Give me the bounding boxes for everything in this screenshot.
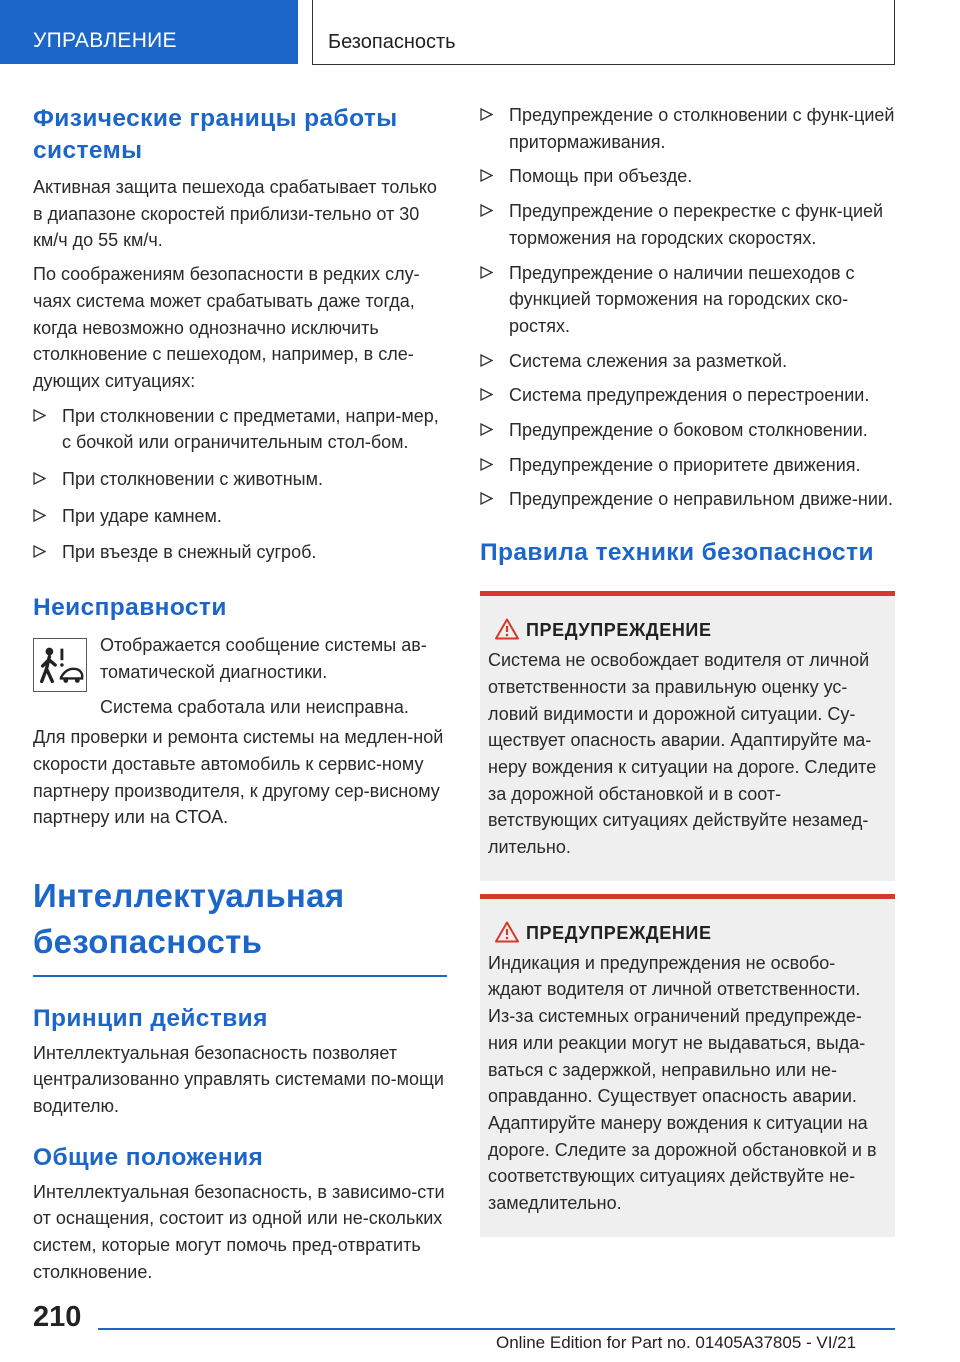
faults-paragraph: Для проверки и ремонта системы на медлен-ной скорости доставьте автомобиль к сервис-ному партнеру производителя, к другому сер-висному партнеру или на СТОА.	[33, 727, 444, 828]
list-item	[480, 486, 895, 513]
list-item-text: Система предупреждения о перестроении.	[509, 385, 870, 406]
rules-heading: Правила техники безопасности	[480, 539, 874, 567]
fault-message-2: Система сработала или неисправна.	[100, 696, 409, 717]
limits-heading: Физические границы работы системы	[33, 105, 398, 164]
list-item-text: Помощь при объезде.	[509, 166, 693, 187]
triangle-right-icon	[33, 545, 46, 558]
warning-header	[488, 919, 887, 947]
warning-box	[480, 591, 895, 881]
list-item	[33, 503, 447, 530]
general-paragraph: Интеллектуальная безопасность, в зависимо-сти от оснащения, состоит из одной или не-скольких систем, которые могут помочь пред-отвратить столкновение.	[33, 1181, 445, 1282]
triangle-right-icon	[480, 354, 493, 367]
faults-heading: Неисправности	[33, 594, 227, 622]
fault-message-block	[33, 632, 447, 720]
triangle-right-icon	[480, 169, 493, 182]
list-item	[480, 382, 895, 409]
list-item-text: При столкновении с предметами, напри-мер, с бочкой или ограничительным стол-бом.	[62, 405, 439, 453]
warning-box	[480, 894, 895, 1237]
list-item	[33, 403, 447, 456]
list-item-text: Предупреждение о перекрестке с функ-цией торможения на городских скоростях.	[509, 201, 884, 248]
fault-message-1: Отображается сообщение системы ав-томатической диагностики.	[100, 635, 427, 682]
principle-paragraph: Интеллектуальная безопасность позволяет централизованно управлять системами по-мощи водителю.	[33, 1042, 444, 1116]
principle-heading: Принцип действия	[33, 1004, 268, 1032]
list-item-text: При столкновении с животным.	[62, 469, 323, 490]
warning-text: Индикация и предупреждения не освобо-ждают водителя от личной ответственности. Из-за системных ограничений предупрежде-ния или реакции могут не выдаваться, выда-ваться с задержкой, неправильно или не-оправданно. Существует опасность аварии. Адаптируйте манеру вождения к ситуации на дороге. Следите за дорожной обстановкой и в соответствующих ситуациях действуйте не-замедлительно.	[488, 952, 877, 1214]
triangle-right-icon	[480, 388, 493, 401]
list-item	[33, 539, 447, 566]
list-item	[480, 417, 895, 444]
triangle-right-icon	[480, 423, 493, 436]
list-item	[480, 348, 895, 375]
warning-text: Система не освобождает водителя от личной ответственности за правильную оценку ус-ловий видимости и дорожной ситуации. Су-ществует опасность аварии. Адаптируйте ма-неру вождения к ситуации на дороге. Следите за дорожной обстановкой и в соот-ветствующих ситуациях действуйте незамед-лительно.	[488, 650, 877, 858]
warning-title: ПРЕДУПРЕЖДЕНИЕ	[526, 922, 712, 943]
warning-triangle-icon	[495, 921, 519, 943]
triangle-right-icon	[33, 409, 46, 422]
triangle-right-icon	[480, 492, 493, 505]
list-item-text: Предупреждение о приоритете движения.	[509, 454, 861, 475]
list-item	[480, 163, 895, 190]
limits-paragraph-1: Активная защита пешехода срабатывает только в диапазоне скоростей приблизи-тельно от 30 км/ч до 55 км/ч.	[33, 177, 437, 251]
list-item-text: Предупреждение о наличии пешеходов с функцией торможения на городских ско-ростях.	[509, 262, 855, 336]
footer-rule	[98, 1328, 895, 1330]
warning-title: ПРЕДУПРЕЖДЕНИЕ	[526, 620, 712, 641]
warning-header	[488, 616, 887, 644]
edition-text: Online Edition for Part no. 01405A37805 - VI/21	[496, 1333, 857, 1352]
warning-triangle-icon	[495, 618, 519, 640]
chapter-label: УПРАВЛЕНИЕ	[33, 29, 177, 52]
pedestrian-warning-icon	[33, 638, 87, 692]
list-item-text: Предупреждение о столкновении с функ-цией притормаживания.	[509, 105, 895, 152]
triangle-right-icon	[480, 458, 493, 471]
triangle-right-icon	[33, 472, 46, 485]
list-item	[480, 198, 895, 251]
main-heading: Интеллектуальная безопасность	[33, 877, 345, 961]
systems-list	[480, 102, 895, 513]
general-heading: Общие положения	[33, 1143, 264, 1171]
heading-rule	[33, 975, 447, 977]
list-item-text: При ударе камнем.	[62, 505, 222, 526]
limits-list	[33, 403, 447, 567]
right-column	[480, 98, 895, 1237]
page-section-title: Безопасность	[328, 31, 456, 53]
list-item	[480, 452, 895, 479]
list-item	[480, 102, 895, 155]
list-item	[480, 260, 895, 340]
page-number: 210	[33, 1301, 82, 1333]
list-item	[33, 466, 447, 493]
list-item-text: Система слежения за разметкой.	[509, 350, 788, 371]
chapter-tab	[0, 0, 298, 64]
list-item-text: Предупреждение о неправильном движе-нии.	[509, 489, 893, 510]
triangle-right-icon	[480, 204, 493, 217]
triangle-right-icon	[480, 266, 493, 279]
triangle-right-icon	[33, 509, 46, 522]
triangle-right-icon	[480, 108, 493, 121]
limits-paragraph-2: По соображениям безопасности в редких слу-чаях система может срабатывать даже тогда, когда невозможно однозначно исключить столкновение с пешеходом, например, в сле-дующих ситуациях:	[33, 264, 420, 391]
list-item-text: Предупреждение о боковом столкновении.	[509, 420, 868, 441]
list-item-text: При въезде в снежный сугроб.	[62, 542, 317, 563]
left-column	[33, 98, 447, 1285]
